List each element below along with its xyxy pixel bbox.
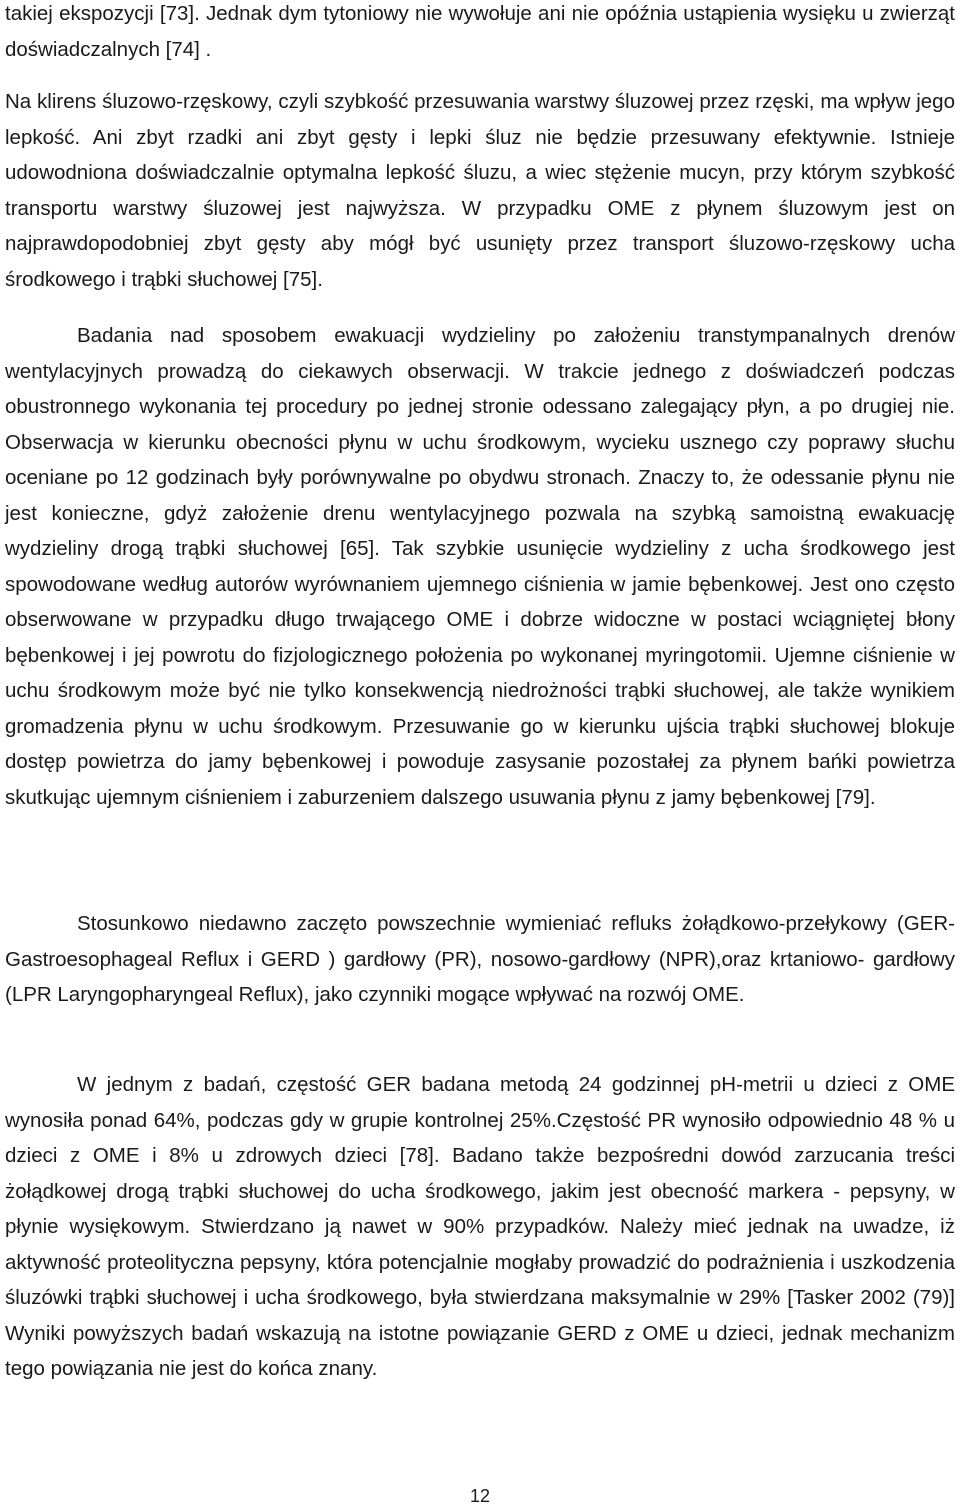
paragraph-text: Na klirens śluzowo-rzęskowy, czyli szybkość przesuwania warstwy śluzowej przez rzęski, ma wpływ jego lepkość. Ani zbyt rzadki ani zbyt gęsty i lepki śluz nie będzie przesuwany efektywnie. Istnieje udowodniona doświadczalnie optymalna lepkość śluzu, a wiec stężenie mucyn, przy którym szybkość transportu warstwy śluzowej jest najwyższa. W przypadku OME z płynem śluzowym jest on najprawdopodobniej zbyt gęsty aby mógł być usunięty przez transport śluzowo-rzęskowy ucha środkowego i trąbki słuchowej [75]. (5, 90, 955, 291)
paragraph-text: Stosunkowo niedawno zaczęto powszechnie wymieniać refluks żołądkowo-przełykowy (GER- Gastroesophageal Reflux i GERD ) gardłowy (PR), nosowo-gardłowy (NPR),oraz krtaniowo- gardłowy (LPR Laryngopharyngeal Reflux), jako czynniki mogące wpływać na rozwój OME. (5, 912, 955, 1006)
paragraph-text: takiej ekspozycji [73]. Jednak dym tytoniowy nie wywołuje ani nie opóźnia ustąpienia wysięku u zwierząt doświadczalnych [74] . (5, 2, 955, 61)
page-number: 12 (469, 1486, 491, 1506)
paragraph-text: Badania nad sposobem ewakuacji wydzieliny po założeniu transtympanalnych drenów wentylacyjnych prowadzą do ciekawych obserwacji. W trakcie jednego z doświadczeń podczas obustronnego wykonania tej procedury po jednej stronie odessano zalegający płyn, a po drugiej nie. Obserwacja w kierunku obecności płynu w uchu środkowym, wycieku usznego czy poprawy słuchu oceniane po 12 godzinach były porównywalne po obydwu stronach. Znaczy to, że odessanie płynu nie jest konieczne, gdyż założenie drenu wentylacyjnego pozwala na szybką samoistną ewakuację wydzieliny drogą trąbki słuchowej [65]. Tak szybkie usunięcie wydzieliny z ucha środkowego jest spowodowane według autorów wyrównaniem ujemnego ciśnienia w jamie bębenkowej. Jest ono często obserwowane w przypadku długo trwającego OME i dobrze widoczne w postaci wciągniętej błony bębenkowej i jej powrotu do fizjologicznego położenia po wykonanej myringotomii. Ujemne ciśnienie w uchu środkowym może być nie tylko konsekwencją niedrożności trąbki słuchowej, ale także wynikiem gromadzenia płynu w uchu środkowym. Przesuwanie go w kierunku ujścia trąbki słuchowej blokuje dostęp powietrza do jamy bębenkowej i powoduje zasysanie pozostałej za płynem bańki powietrza skutkując ujemnym ciśnieniem i zaburzeniem dalszego usuwania płynu z jamy bębenkowej [79]. (5, 324, 955, 809)
paragraph-text: W jednym z badań, częstość GER badana metodą 24 godzinnej pH-metrii u dzieci z OME wynosiła ponad 64%, podczas gdy w grupie kontrolnej 25%.Częstość PR wynosiło odpowiednio 48 % u dzieci z OME i 8% u zdrowych dzieci [78]. Badano także bezpośredni dowód zarzucania treści żołądkowej drogą trąbki słuchowej do ucha środkowego, jakim jest obecność markera - pepsyny, w płynie wysiękowym. Stwierdzano ją nawet w 90% przypadków. Należy mieć jednak na uwadze, iż aktywność proteolityczna pepsyny, która potencjalnie mogłaby prowadzić do podrażnienia i uszkodzenia śluzówki trąbki słuchowej i ucha środkowego, była stwierdzana maksymalnie w 29% [Tasker 2002 (79)] Wyniki powyższych badań wskazują na istotne powiązanie GERD z OME u dzieci, jednak mechanizm tego powiązania nie jest do końca znany. (5, 1073, 955, 1380)
